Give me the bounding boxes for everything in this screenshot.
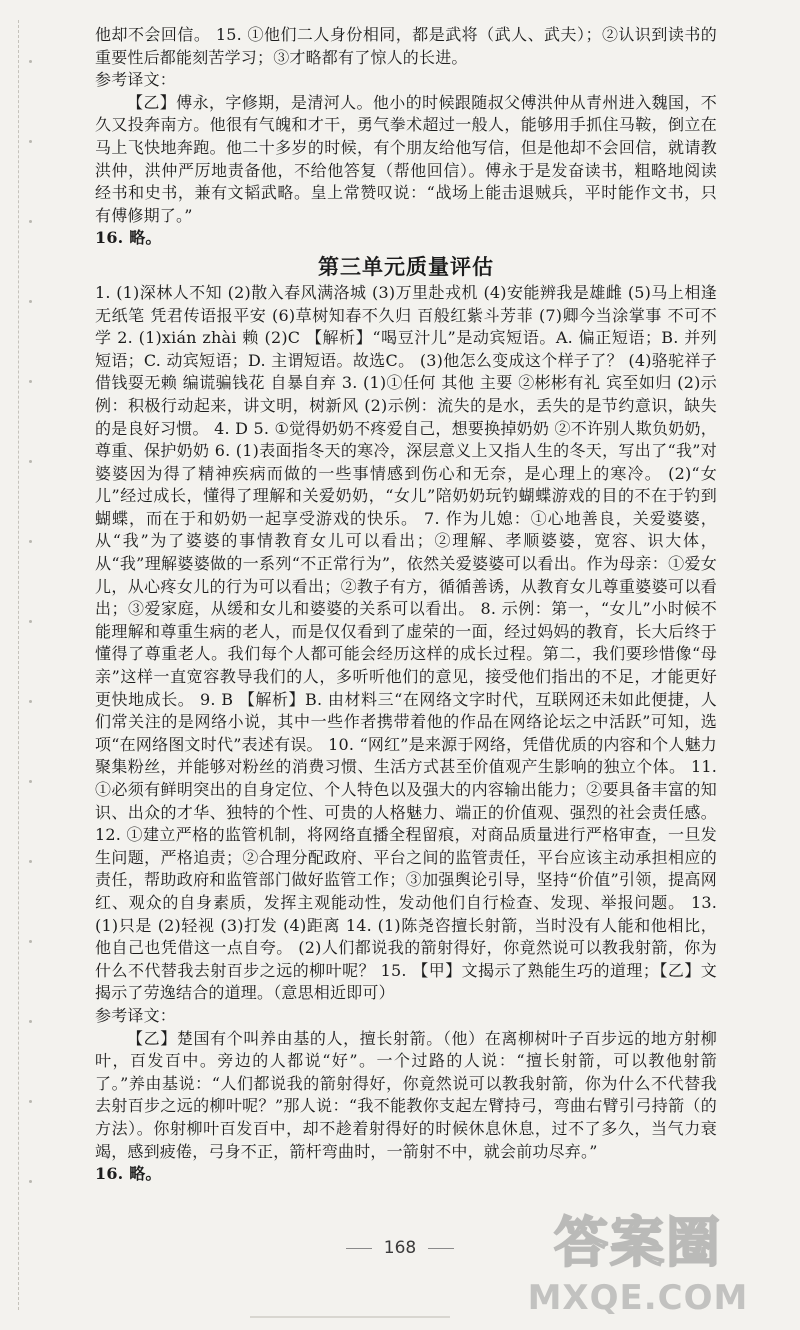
answer-16-unit-three: 16. 略。 [95,1164,162,1184]
binding-margin [18,20,59,1310]
page-number-text: 168 [383,1238,417,1258]
watermark-url: MXQE.COM [527,1278,749,1318]
translation-yi-yang-youji: 【乙】楚国有个叫养由基的人，擅长射箭。（他）在离柳树叶子百步远的地方射柳叶，百发百中。旁边的人都说“好”。一个过路的人说：“擅长射箭，可以教他射箭了。”养由基说：“人们都说我的箭射得好，你竟然说可以教我射箭，你为什么不代替我去射百步之远的柳叶呢？”那人说：“我不能教你支起左臂持弓，弯曲右臂引弓持箭（的方法）。你射柳叶百发百中，却不趁着射得好的时候休息休息，过不了多久，当气力衰竭，感到疲倦，弓身不正，箭杆弯曲时，一箭射不中，就会前功尽弃。” [95,1028,717,1161]
watermark-logo-text: 答案圈 [554,1211,722,1274]
footer-divider [250,1316,450,1318]
unit-title: 第三单元质量评估 [318,253,494,279]
reference-translation-label-2: 参考译文： [95,1005,177,1025]
answer-16-prev-unit: 16. 略。 [95,228,162,248]
translation-yi-fu-yong: 【乙】傅永，字修期，是清河人。他小的时候跟随叔父傅洪仲从青州进入魏国，不久又投奔南方。他很有气魄和才干，勇气拳术超过一般人，能够用手抓住马鞍，倒立在马上飞快地奔跑。他二十多岁的时候，有个朋友给他写信，但是他却不会回信，就请教洪仲，洪仲严厉地责备他，不给他答复（帮他回信）。傅永于是发奋读书，粗略地阅读经书和史书，兼有文韬武略。皇上常赞叹说：“战场上能击退贼兵，平时能作文书，只有傅修期了。” [95,92,717,225]
unit-three-answers: 1. (1)深林人不知 (2)散入春风满洛城 (3)万里赴戎机 (4)安能辨我是雄雌 (5)马上相逢无纸笔 凭君传语报平安 (6)草树知春不久归 百般红紫斗芳菲 (7)卿今当涂掌事 不可不学 2. (1)xián zhài 赖 (2)C 【解析】“喝豆汁儿”是动宾短语。A. 偏正短语；B. 并列短语；C. 动宾短语；D. 主谓短语。故选C。 (3)他怎么变成这个样子了？ (4)骆驼祥子 借钱耍无赖 编谎骗钱花 自暴自弃 3. (1)①任何 其他 主要 ②彬彬有礼 宾至如归 (2)示例：积极行动起来，讲文明，树新风 (2)示例：流失的是水，丢失的是节约意识，缺失的是良好习惯。 4. D 5. ①觉得奶奶不疼爱自己，想要换掉奶奶 ②不许别人欺负奶奶，尊重、保护奶奶 6. (1)表面指冬天的寒冷，深层意义上又指人生的冬天，写出了“我”对婆婆因为得了精神疾病而做的一些事情感到伤心和无奈，是心理上的寒冷。 (2)“女儿”经过成长，懂得了理解和关爱奶奶，“女儿”陪奶奶玩钓蝴蝶游戏的目的不在于钓到蝴蝶，而在于和奶奶一起享受游戏的快乐。 7. 作为儿媳：①心地善良，关爱婆婆，从“我”为了婆婆的事情教育女儿可以看出；②理解、孝顺婆婆，宽容、识大体，从“我”理解婆婆做的一系列“不正常行为”，依然关爱婆婆可以看出。作为母亲：①爱女儿，从心疼女儿的行为可以看出；②教子有方，循循善诱，从教育女儿尊重婆婆可以看出；③爱家庭，从缓和女儿和婆婆的关系可以看出。 8. 示例：第一，“女儿”小时候不能理解和尊重生病的老人，而是仅仅看到了虚荣的一面，经过妈妈的教育，长大后终于懂得了尊重老人。我们每个人都可能会经历这样的成长过程。第二，我们要珍惜像“母亲”这样一直宽容教导我们的人，多听听他们的意见，接受他们指出的不足，才能更好更快地成长。 9. B 【解析】B. 由材料三“在网络文字时代，互联网还未如此便捷，人们常关注的是网络小说，其中一些作者携带着他的作品在网络论坛之中活跃”可知，选项“在网络图文时代”表述有误。 10. “网红”是来源于网络，凭借优质的内容和个人魅力聚集粉丝，并能够对粉丝的消费习惯、生活方式甚至价值观产生影响的独立个体。 11. ①必须有鲜明突出的自身定位、个人特色以及强大的内容输出能力；②要具备丰富的知识、出众的才华、独特的个性、可贵的人格魅力、端正的价值观、强烈的社会责任感。 12. ①建立严格的监管机制，将网络直播全程留痕，对商品质量进行严格审查，一旦发生问题，严格追责；②合理分配政府、平台之间的监管责任，平台应该主动承担相应的责任，帮助政府和监管部门做好监管工作；③加强舆论引导，坚持“价值”引领，提高网红、观众的自身素质，发挥主观能动性，发动他们自行检查、发现、举报问题。 13. (1)只是 (2)轻视 (3)打发 (4)距离 14. (1)陈尧咨擅长射箭，当时没有人能和他相比，他自己也凭借这一点自夸。 (2)人们都说我的箭射得好，你竟然说可以教我射箭，你为什么不代替我去射百步之远的柳叶呢？ 15. 【甲】文揭示了熟能生巧的道理；【乙】文揭示了劳逸结合的道理。（意思相近即可） [95,282,717,1003]
answer-15-prev-unit: 他却不会回信。 15. ①他们二人身份相同，都是武将（武人、武夫）；②认识到读书的重要性后都能刻苦学习；③才略都有了惊人的长进。 [95,25,717,67]
watermark [488,1200,788,1324]
answer-content [95,24,717,1186]
reference-translation-label: 参考译文： [95,70,177,90]
